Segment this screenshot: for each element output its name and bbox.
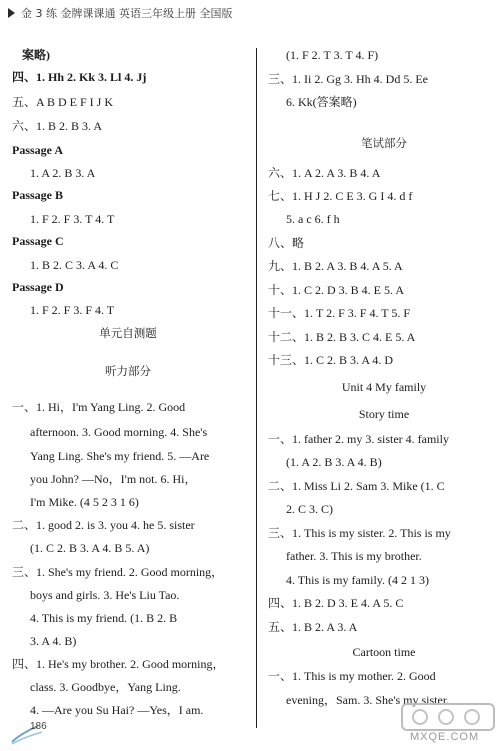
answer-line: 十二、1. B 2. B 3. C 4. E 5. A bbox=[268, 330, 416, 344]
answer-line: Passage A bbox=[12, 143, 63, 157]
answer-line: 一、1. father 2. my 3. sister 4. family bbox=[268, 432, 449, 446]
answer-line: Passage C bbox=[12, 234, 64, 248]
answer-line: 六、1. B 2. B 3. A bbox=[12, 119, 103, 133]
answer-line: 二、1. good 2. is 3. you 4. he 5. sister bbox=[12, 518, 195, 532]
answer-line: 案略) bbox=[22, 48, 50, 62]
answer-line: 十、1. C 2. D 3. B 4. E 5. A bbox=[268, 283, 405, 297]
answer-line: I'm Mike. (4 5 2 3 1 6) bbox=[30, 495, 139, 509]
answer-line: 五、A B D E F I J K bbox=[12, 95, 114, 109]
answer-line: (1. C 2. B 3. A 4. B 5. A) bbox=[30, 541, 150, 555]
section-heading: 听力部分 bbox=[105, 364, 151, 378]
answer-line: 九、1. B 2. A 3. B 4. A 5. A bbox=[268, 259, 403, 273]
answer-line: 三、1. Ii 2. Gg 3. Hh 4. Dd 5. Ee bbox=[268, 72, 428, 86]
answer-line: (1. F 2. T 3. T 4. F) bbox=[286, 48, 379, 62]
answer-line: 一、1. Hi，I'm Yang Ling. 2. Good bbox=[12, 400, 186, 414]
answer-line: 六、1. A 2. A 3. B 4. A bbox=[268, 166, 381, 180]
answer-line: 4. —Are you Su Hai? —Yes，I am. bbox=[30, 703, 204, 717]
answer-line: 6. Kk(答案略) bbox=[286, 95, 357, 109]
page-number: 186 bbox=[30, 721, 47, 732]
answer-line: 1. F 2. F 3. F 4. T bbox=[30, 303, 115, 317]
answer-line: Passage B bbox=[12, 188, 63, 202]
answer-line: 3. A 4. B) bbox=[30, 634, 77, 648]
answer-line: you John? —No，I'm not. 6. Hi， bbox=[30, 472, 197, 486]
header-text: 金 3 练 金牌课课通 英语三年级上册 全国版 bbox=[21, 7, 233, 20]
answer-line: boys and girls. 3. He's Liu Tao. bbox=[30, 588, 180, 602]
answer-line: 1. B 2. C 3. A 4. C bbox=[30, 258, 119, 272]
answer-line: Yang Ling. She's my friend. 5. —Are bbox=[30, 449, 210, 463]
answer-line: 三、1. She's my friend. 2. Good morning， bbox=[12, 565, 224, 579]
answer-line: 4. This is my friend. (1. B 2. B bbox=[30, 611, 178, 625]
answer-line: 十一、1. T 2. F 3. F 4. T 5. F bbox=[268, 306, 411, 320]
watermark-text: MXQE.COM bbox=[410, 731, 480, 743]
section-heading: Story time bbox=[358, 407, 410, 421]
answer-line: 二、1. Miss Li 2. Sam 3. Mike (1. C bbox=[268, 479, 445, 493]
answer-line: 一、1. This is my mother. 2. Good bbox=[268, 669, 436, 683]
answer-line: (1. A 2. B 3. A 4. B) bbox=[286, 455, 382, 469]
answer-line: evening，Sam. 3. She's my sister. bbox=[286, 693, 450, 707]
answer-line: 十三、1. C 2. B 3. A 4. D bbox=[268, 353, 394, 367]
answer-line: Passage D bbox=[12, 280, 64, 294]
section-heading: Cartoon time bbox=[352, 645, 416, 659]
section-heading: 单元自测题 bbox=[99, 326, 157, 340]
answer-line: class. 3. Goodbye，Yang Ling. bbox=[30, 680, 181, 694]
triangle-marker-icon bbox=[8, 8, 15, 18]
answer-line: 七、1. H J 2. C E 3. G I 4. d f bbox=[268, 189, 413, 203]
column-divider bbox=[256, 48, 257, 728]
answer-line: 三、1. This is my sister. 2. This is my bbox=[268, 526, 451, 540]
answer-line: 五、1. B 2. A 3. A bbox=[268, 620, 358, 634]
page-header bbox=[8, 4, 232, 22]
answer-line: 5. a c 6. f h bbox=[286, 212, 340, 226]
section-heading: 笔试部分 bbox=[361, 136, 407, 150]
answer-line: 八、略 bbox=[268, 236, 305, 250]
answer-line: afternoon. 3. Good morning. 4. She's bbox=[30, 425, 208, 439]
answer-line: 2. C 3. C) bbox=[286, 502, 334, 516]
answer-line: 1. A 2. B 3. A bbox=[30, 166, 96, 180]
answer-line: 1. F 2. F 3. T 4. T bbox=[30, 212, 115, 226]
answer-line: father. 3. This is my brother. bbox=[286, 549, 422, 563]
answer-line: 四、1. He's my brother. 2. Good morning， bbox=[12, 657, 225, 671]
answer-line: 四、1. B 2. D 3. E 4. A 5. C bbox=[268, 596, 404, 610]
answer-line: 4. This is my family. (4 2 1 3) bbox=[286, 573, 429, 587]
answer-line: 四、1. Hh 2. Kk 3. Ll 4. Jj bbox=[12, 70, 147, 84]
section-heading: Unit 4 My family bbox=[341, 380, 427, 394]
